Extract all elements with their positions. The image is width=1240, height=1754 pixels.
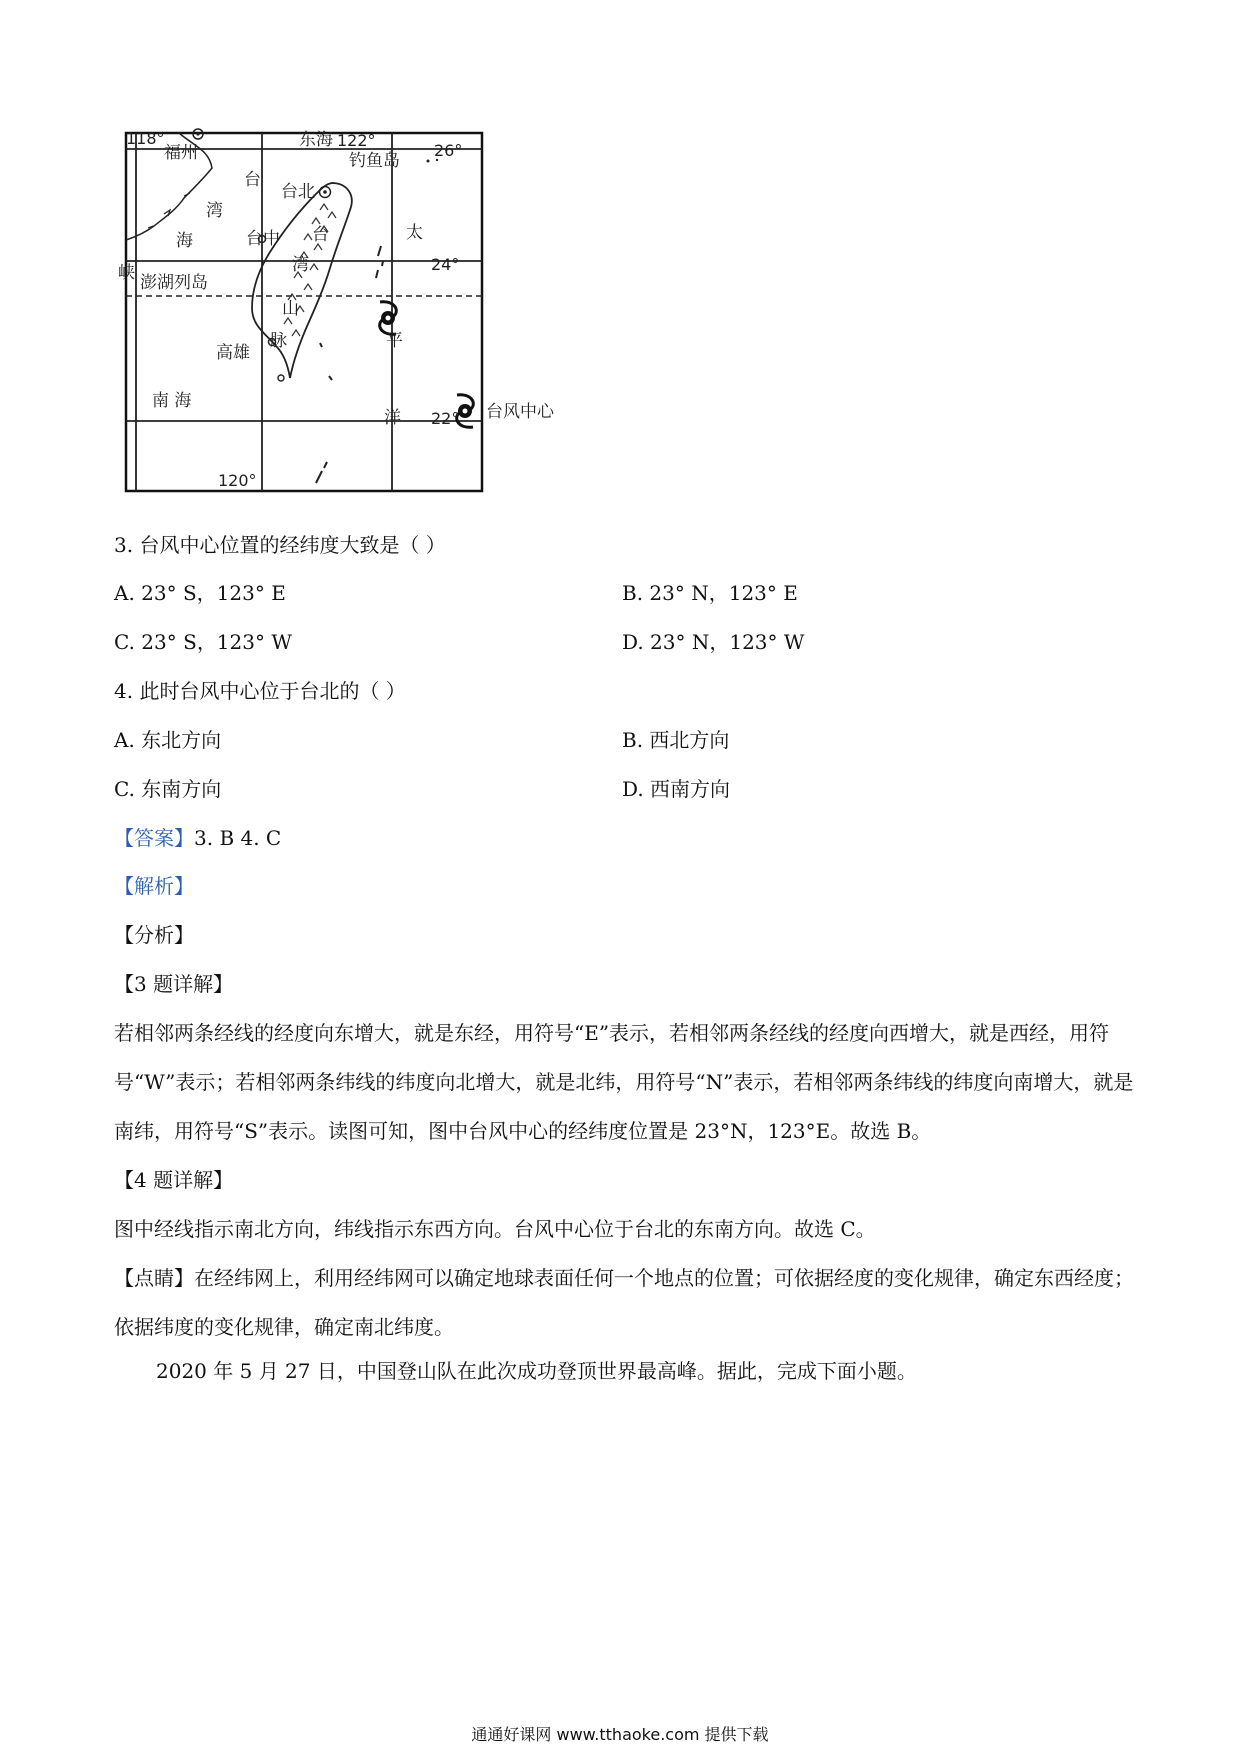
strait-tai-label: 台 [244,170,261,190]
dianjing-tag: 【点睛】 [114,1266,194,1290]
next-question-intro: 2020 年 5 月 27 日，中国登山队在此次成功登顶世界最高峰。据此，完成下面小题。 [156,1359,917,1383]
footer-credit: 通通好课网 www.tthaoke.com 提供下载 [471,1725,769,1744]
answer-tag: 【答案】 [114,826,194,850]
fenxi-tag: 【分析】 [114,923,194,947]
taipei-marker [320,187,331,198]
q3-option-d: D. 23° N，123° W [622,630,805,654]
strait-xia-label: 峡 [118,263,135,283]
ocean-tai-label: 太 [406,223,423,243]
lat-22-label: 22° [431,409,460,428]
q3-detail-title: 【3 题详解】 [114,972,234,996]
dianjing-block [114,1254,1134,1352]
taichung-label: 台中 [246,229,280,249]
taiwan-typhoon-map [118,128,624,498]
fuzhou-label: 福州 [164,143,198,163]
nanhai-label: 南 海 [152,391,192,411]
ocean-yang-label: 洋 [384,408,401,428]
answer-line [114,824,281,852]
lat-26-label: 26° [434,141,463,160]
q4-option-d: D. 西南方向 [622,777,731,801]
range-wan-label: 湾 [292,255,309,275]
lon-120-label: 120° [218,471,257,490]
range-tai-label: 台 [312,225,329,245]
strait-hai-label: 海 [176,231,193,251]
q3-option-a: A. 23° S，123° E [114,581,286,605]
q4-option-c: C. 东南方向 [114,777,222,801]
lon-118-label: 118° [126,129,165,148]
taipei-label: 台北 [281,182,315,202]
q4-option-a: A. 东北方向 [114,728,222,752]
q4-detail-text: 图中经线指示南北方向，纬线指示东西方向。台风中心位于台北的东南方向。故选 C。 [114,1217,876,1241]
analysis-tag: 【解析】 [114,874,194,898]
donghai-label: 东海 [299,130,333,150]
range-shan-label: 山 [282,299,299,319]
diaoyu-label: 钓鱼岛 [349,151,400,171]
q3-option-c: C. 23° S，123° W [114,630,292,654]
lon-122-label: 122° [337,131,376,150]
taiwan-island-outline [252,183,352,378]
answer-text: 3. B 4. C [194,826,282,850]
typhoon-center-icon [380,302,397,335]
penghu-label: 澎湖列岛 [140,273,208,293]
q3-stem: 3. 台风中心位置的经纬度大致是（ ） [114,533,446,557]
strait-wan-label: 湾 [206,201,223,221]
ocean-ping-label: 平 [386,331,403,351]
range-mai-label: 脉 [270,331,287,351]
lat-24-label: 24° [431,255,460,274]
legend-label: 台风中心 [486,402,554,422]
islet-marks [376,246,383,278]
q3-option-b: B. 23° N，123° E [622,581,798,605]
kaohsiung-label: 高雄 [216,343,250,363]
q3-detail-text: 若相邻两条经线的经度向东增大，就是东经，用符号“E”表示，若相邻两条经线的经度向西增大，就是西经，用符号“W”表示；若相邻两条纬线的纬度向北增大，就是北纬，用符号“N”表示，若相邻两条纬线的纬度向南增大，就是南纬，用符号“S”表示。读图可知，图中台风中心的经纬度位置是 23°N，123°E。故选 B。 [114,1021,1134,1143]
q4-option-b: B. 西北方向 [622,728,730,752]
q4-stem: 4. 此时台风中心位于台北的（ ） [114,679,406,703]
q4-detail-title: 【4 题详解】 [114,1168,234,1192]
dianjing-text: 在经纬网上，利用经纬网可以确定地球表面任何一个地点的位置；可依据经度的变化规律，确定东西经度；依据纬度的变化规律，确定南北纬度。 [114,1266,1134,1339]
